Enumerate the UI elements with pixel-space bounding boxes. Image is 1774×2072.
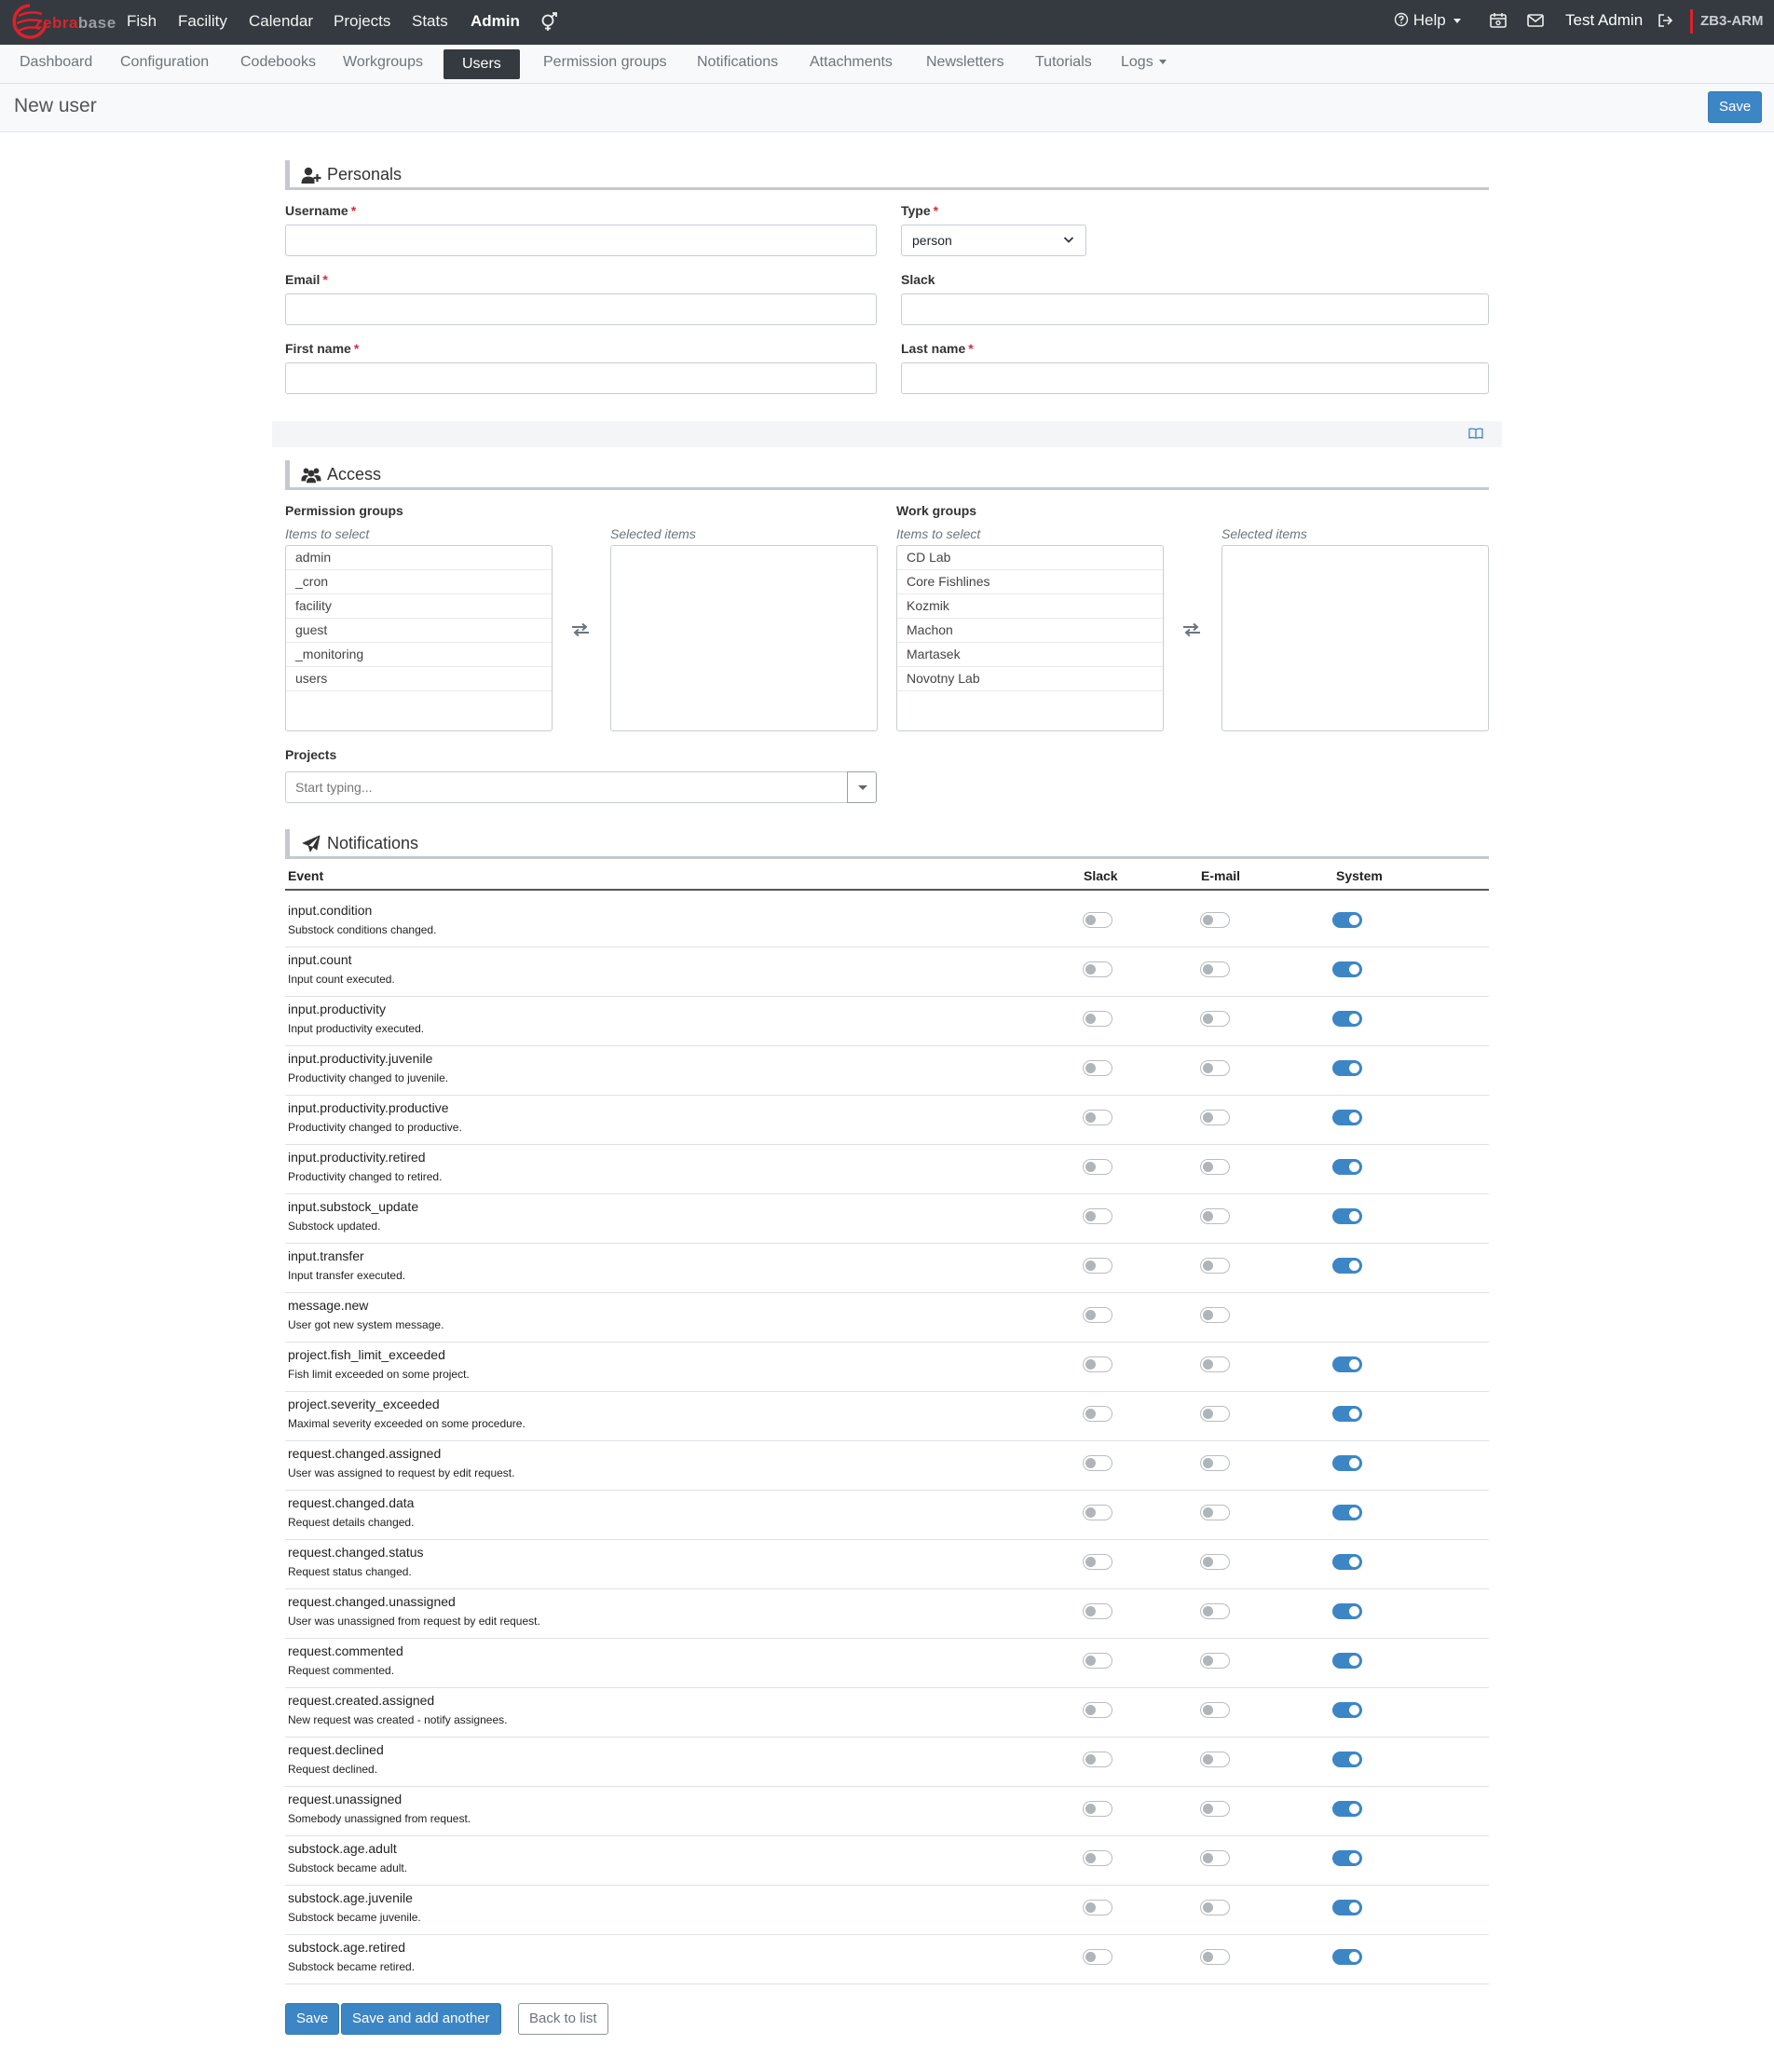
event-description: Substock conditions changed.	[288, 923, 437, 936]
list-item[interactable]: guest	[286, 619, 552, 643]
work-items-to-select-caption: Items to select	[896, 526, 981, 541]
help-circle-icon	[1394, 12, 1409, 27]
topnav-stats[interactable]: Stats	[412, 12, 448, 30]
calendar-box-icon[interactable]	[1489, 11, 1509, 32]
system-toggle[interactable]	[1332, 1159, 1362, 1175]
slack-toggle[interactable]	[1083, 1752, 1112, 1767]
caret-down-icon	[858, 785, 867, 790]
user-form	[285, 132, 1489, 2072]
back-to-list-button[interactable]: Back to list	[518, 2003, 608, 2035]
projects-label: Projects	[285, 747, 337, 762]
work-selected-items-caption: Selected items	[1221, 526, 1307, 541]
subnav-logs[interactable]	[1121, 53, 1167, 72]
email-toggle[interactable]	[1200, 1406, 1230, 1422]
type-select[interactable]	[901, 225, 1086, 256]
system-toggle[interactable]	[1332, 1060, 1362, 1076]
email-toggle[interactable]	[1200, 1258, 1230, 1274]
slack-label: Slack	[901, 272, 935, 287]
col-system: System	[1336, 868, 1383, 883]
event-description: Input count executed.	[288, 973, 395, 986]
table-row	[285, 1688, 1489, 1738]
caret-down-icon	[1453, 19, 1461, 23]
top-navbar	[0, 0, 1774, 45]
subnav-logs-label: Logs	[1121, 54, 1153, 70]
slack-toggle[interactable]	[1083, 1455, 1112, 1471]
table-row	[285, 1491, 1489, 1540]
page-header	[0, 84, 1774, 132]
user-plus-icon	[301, 166, 321, 184]
slack-toggle[interactable]	[1083, 1356, 1112, 1372]
email-toggle[interactable]	[1200, 1011, 1230, 1027]
slack-toggle[interactable]	[1083, 1258, 1112, 1274]
slack-toggle[interactable]	[1083, 1554, 1112, 1570]
last-name-label: Last name *	[901, 341, 974, 356]
system-toggle[interactable]	[1332, 1949, 1362, 1965]
list-item[interactable]: Machon	[897, 619, 1163, 643]
topnav-calendar[interactable]: Calendar	[249, 12, 313, 30]
subnav-notifications[interactable]: Notifications	[697, 54, 779, 70]
slack-input[interactable]	[901, 293, 1489, 325]
subnav-dashboard[interactable]: Dashboard	[20, 54, 93, 70]
save-button[interactable]: Save	[285, 2003, 339, 2035]
system-toggle[interactable]	[1332, 1208, 1362, 1224]
event-name: input.substock_update	[288, 1199, 419, 1214]
perm-items-to-select-caption: Items to select	[285, 526, 370, 541]
event-name: input.productivity.productive	[288, 1100, 449, 1115]
slack-toggle[interactable]	[1083, 1603, 1112, 1619]
table-row	[285, 1293, 1489, 1343]
table-row	[285, 1787, 1489, 1836]
list-item[interactable]: _cron	[286, 570, 552, 594]
system-toggle[interactable]	[1332, 1900, 1362, 1915]
work-groups-label: Work groups	[896, 503, 977, 518]
event-name: request.changed.data	[288, 1495, 415, 1510]
table-row	[285, 1194, 1489, 1244]
last-name-input[interactable]	[901, 362, 1489, 394]
current-user[interactable]: Test Admin	[1565, 11, 1644, 29]
event-name: substock.age.juvenile	[288, 1890, 413, 1905]
slack-toggle[interactable]	[1083, 1653, 1112, 1669]
personals-section-header	[285, 160, 1489, 190]
subnav-workgroups[interactable]: Workgroups	[343, 54, 423, 70]
event-description: Substock became retired.	[288, 1960, 416, 1973]
permission-groups-selected-list[interactable]	[610, 545, 878, 731]
event-description: Request declined.	[288, 1763, 378, 1776]
topnav-admin[interactable]: Admin	[471, 12, 520, 30]
table-row	[285, 1145, 1489, 1194]
access-section-header	[285, 460, 1489, 490]
users-icon	[301, 466, 321, 484]
email-toggle[interactable]	[1200, 1455, 1230, 1471]
username-label: Username *	[285, 203, 357, 218]
event-description: Fish limit exceeded on some project.	[288, 1368, 470, 1381]
event-description: Request details changed.	[288, 1516, 415, 1529]
list-item[interactable]: users	[286, 667, 552, 691]
list-item[interactable]: Martasek	[897, 643, 1163, 667]
system-toggle[interactable]	[1332, 912, 1362, 928]
event-description: Request status changed.	[288, 1565, 412, 1578]
system-toggle[interactable]	[1332, 1505, 1362, 1520]
event-description: Maximal severity exceeded on some procedure.	[288, 1417, 525, 1430]
event-name: request.changed.status	[288, 1545, 424, 1560]
slack-toggle[interactable]	[1083, 1801, 1112, 1817]
system-toggle[interactable]	[1332, 1801, 1362, 1817]
envelope-icon[interactable]	[1526, 11, 1547, 32]
email-toggle[interactable]	[1200, 1159, 1230, 1175]
projects-input[interactable]: Start typing...	[285, 771, 853, 803]
perm-selected-items-caption: Selected items	[610, 526, 696, 541]
type-select-value: person	[912, 233, 952, 248]
email-toggle[interactable]	[1200, 912, 1230, 928]
table-row	[285, 1244, 1489, 1293]
slack-toggle[interactable]	[1083, 1060, 1112, 1076]
email-toggle[interactable]	[1200, 1060, 1230, 1076]
subnav-permission-groups[interactable]: Permission groups	[543, 54, 667, 70]
table-row	[285, 1639, 1489, 1688]
system-toggle[interactable]	[1332, 1011, 1362, 1027]
table-row	[285, 997, 1489, 1046]
system-toggle[interactable]	[1332, 1653, 1362, 1669]
help-menu[interactable]	[1394, 11, 1461, 30]
username-input[interactable]	[285, 225, 877, 256]
table-row	[285, 1046, 1489, 1096]
list-item[interactable]: Novotny Lab	[897, 667, 1163, 691]
event-name: input.productivity	[288, 1002, 387, 1016]
system-toggle[interactable]	[1332, 1702, 1362, 1718]
slack-toggle[interactable]	[1083, 1505, 1112, 1520]
system-toggle[interactable]	[1332, 1850, 1362, 1866]
event-name: input.transfer	[288, 1248, 364, 1263]
table-row	[285, 1392, 1489, 1441]
event-name: request.changed.assigned	[288, 1446, 442, 1461]
system-toggle[interactable]	[1332, 1455, 1362, 1471]
subnav-configuration[interactable]: Configuration	[120, 54, 210, 70]
table-row	[285, 1886, 1489, 1935]
event-name: project.fish_limit_exceeded	[288, 1347, 445, 1362]
table-row	[285, 898, 1489, 947]
admin-subnav	[0, 45, 1774, 84]
email-toggle[interactable]	[1200, 1505, 1230, 1520]
subnav-tutorials[interactable]: Tutorials	[1035, 54, 1092, 70]
slack-toggle[interactable]	[1083, 1208, 1112, 1224]
event-description: Somebody unassigned from request.	[288, 1812, 471, 1825]
paper-plane-icon	[301, 835, 321, 853]
event-description: User was assigned to request by edit request.	[288, 1466, 515, 1479]
slack-toggle[interactable]	[1083, 1307, 1112, 1323]
table-row	[285, 1441, 1489, 1491]
subnav-attachments[interactable]: Attachments	[810, 54, 893, 70]
event-name: input.condition	[288, 903, 373, 918]
notifications-section-header	[285, 829, 1489, 859]
topnav-fish[interactable]: Fish	[127, 12, 157, 30]
system-toggle[interactable]	[1332, 1406, 1362, 1422]
table-row	[285, 1935, 1489, 1984]
event-description: Substock updated.	[288, 1220, 381, 1233]
chevron-down-icon	[1063, 236, 1074, 244]
system-toggle[interactable]	[1332, 1258, 1362, 1274]
table-row	[285, 1836, 1489, 1886]
email-toggle[interactable]	[1200, 1356, 1230, 1372]
slack-toggle[interactable]	[1083, 1850, 1112, 1866]
page-title: New user	[14, 95, 97, 116]
system-toggle[interactable]	[1332, 1603, 1362, 1619]
logo-text: zebrabase	[34, 14, 116, 32]
slack-toggle[interactable]	[1083, 1159, 1112, 1175]
section-divider	[272, 421, 1502, 447]
email-toggle[interactable]	[1200, 1900, 1230, 1915]
instance-tag: ZB3-ARM	[1690, 9, 1764, 34]
subnav-newsletters[interactable]: Newsletters	[926, 54, 1004, 70]
system-toggle[interactable]	[1332, 1554, 1362, 1570]
system-toggle[interactable]	[1332, 1356, 1362, 1372]
list-item[interactable]: CD Lab	[897, 546, 1163, 570]
table-row	[285, 1738, 1489, 1787]
col-event: Event	[288, 868, 324, 883]
col-slack: Slack	[1084, 868, 1118, 883]
slack-toggle[interactable]	[1083, 1110, 1112, 1125]
permission-groups-available-list[interactable]	[285, 545, 553, 731]
table-row	[285, 1343, 1489, 1392]
event-name: substock.age.retired	[288, 1940, 406, 1955]
event-name: message.new	[288, 1298, 369, 1313]
email-toggle[interactable]	[1200, 1752, 1230, 1767]
topnav-projects[interactable]: Projects	[334, 12, 391, 30]
projects-dropdown-button[interactable]	[847, 771, 877, 803]
system-toggle[interactable]	[1332, 961, 1362, 977]
email-toggle[interactable]	[1200, 1653, 1230, 1669]
email-toggle[interactable]	[1200, 1554, 1230, 1570]
work-groups-selected-list[interactable]	[1221, 545, 1489, 731]
notifications-table-header	[285, 868, 1489, 891]
subnav-users[interactable]: Users	[444, 49, 520, 79]
email-toggle[interactable]	[1200, 1603, 1230, 1619]
event-name: project.severity_exceeded	[288, 1397, 440, 1411]
help-label: Help	[1412, 11, 1446, 29]
event-description: Request commented.	[288, 1664, 395, 1677]
event-description: New request was created - notify assignees.	[288, 1713, 508, 1726]
table-row	[285, 1096, 1489, 1145]
email-toggle[interactable]	[1200, 1850, 1230, 1866]
event-name: input.productivity.juvenile	[288, 1051, 433, 1066]
event-name: input.count	[288, 952, 352, 967]
zebrabase-logo[interactable]	[11, 3, 116, 42]
slack-toggle[interactable]	[1083, 961, 1112, 977]
col-email: E-mail	[1201, 868, 1241, 883]
event-name: request.commented	[288, 1643, 403, 1658]
slack-toggle[interactable]	[1083, 1406, 1112, 1422]
event-description: Productivity changed to retired.	[288, 1170, 443, 1183]
notifications-title: Notifications	[327, 834, 419, 852]
first-name-input[interactable]	[285, 362, 877, 394]
save-and-add-another-button[interactable]: Save and add another	[341, 2003, 501, 2035]
work-groups-available-list[interactable]	[896, 545, 1164, 731]
email-toggle[interactable]	[1200, 1208, 1230, 1224]
event-description: Substock became adult.	[288, 1861, 408, 1874]
personals-title: Personals	[327, 165, 403, 184]
email-toggle[interactable]	[1200, 1702, 1230, 1718]
list-item[interactable]: Core Fishlines	[897, 570, 1163, 594]
event-name: substock.age.adult	[288, 1841, 397, 1856]
list-item[interactable]: _monitoring	[286, 643, 552, 667]
list-item[interactable]: admin	[286, 546, 552, 570]
access-title: Access	[327, 465, 382, 484]
book-icon[interactable]	[1468, 428, 1483, 439]
list-item[interactable]: Kozmik	[897, 594, 1163, 619]
type-label: Type *	[901, 203, 939, 218]
slack-toggle[interactable]	[1083, 1900, 1112, 1915]
system-toggle[interactable]	[1332, 1752, 1362, 1767]
first-name-label: First name *	[285, 341, 360, 356]
event-description: User was unassigned from request by edit request.	[288, 1615, 540, 1628]
table-row	[285, 947, 1489, 997]
swap-arrows-icon[interactable]	[570, 622, 591, 637]
slack-toggle[interactable]	[1083, 1011, 1112, 1027]
slack-toggle[interactable]	[1083, 1949, 1112, 1965]
topnav-facility[interactable]: Facility	[178, 12, 227, 30]
notifications-table-body	[285, 898, 1489, 1984]
email-toggle[interactable]	[1200, 1110, 1230, 1125]
subnav-codebooks[interactable]: Codebooks	[240, 54, 316, 70]
email-toggle[interactable]	[1200, 961, 1230, 977]
event-name: request.created.assigned	[288, 1693, 435, 1708]
email-label: Email *	[285, 272, 328, 287]
event-description: Input productivity executed.	[288, 1022, 425, 1035]
slack-toggle[interactable]	[1083, 912, 1112, 928]
event-description: Input transfer executed.	[288, 1269, 406, 1282]
event-name: request.unassigned	[288, 1792, 403, 1806]
event-description: Substock became juvenile.	[288, 1911, 421, 1924]
email-toggle[interactable]	[1200, 1801, 1230, 1817]
slack-toggle[interactable]	[1083, 1702, 1112, 1718]
event-name: input.productivity.retired	[288, 1150, 426, 1165]
event-name: request.changed.unassigned	[288, 1594, 456, 1609]
fish-gender-icon[interactable]	[539, 11, 559, 32]
swap-arrows-icon[interactable]	[1181, 622, 1202, 637]
permission-groups-label: Permission groups	[285, 503, 403, 518]
system-toggle[interactable]	[1332, 1110, 1362, 1125]
table-row	[285, 1589, 1489, 1639]
email-toggle[interactable]	[1200, 1949, 1230, 1965]
event-description: Productivity changed to juvenile.	[288, 1071, 449, 1084]
email-input[interactable]	[285, 293, 877, 325]
caret-down-icon	[1159, 60, 1167, 64]
logout-icon[interactable]	[1656, 11, 1676, 32]
email-toggle[interactable]	[1200, 1307, 1230, 1323]
list-item[interactable]: facility	[286, 594, 552, 619]
event-description: User got new system message.	[288, 1318, 444, 1331]
event-name: request.declined	[288, 1742, 384, 1757]
table-row	[285, 1540, 1489, 1589]
header-save-button[interactable]: Save	[1708, 91, 1762, 123]
event-description: Productivity changed to productive.	[288, 1121, 462, 1134]
